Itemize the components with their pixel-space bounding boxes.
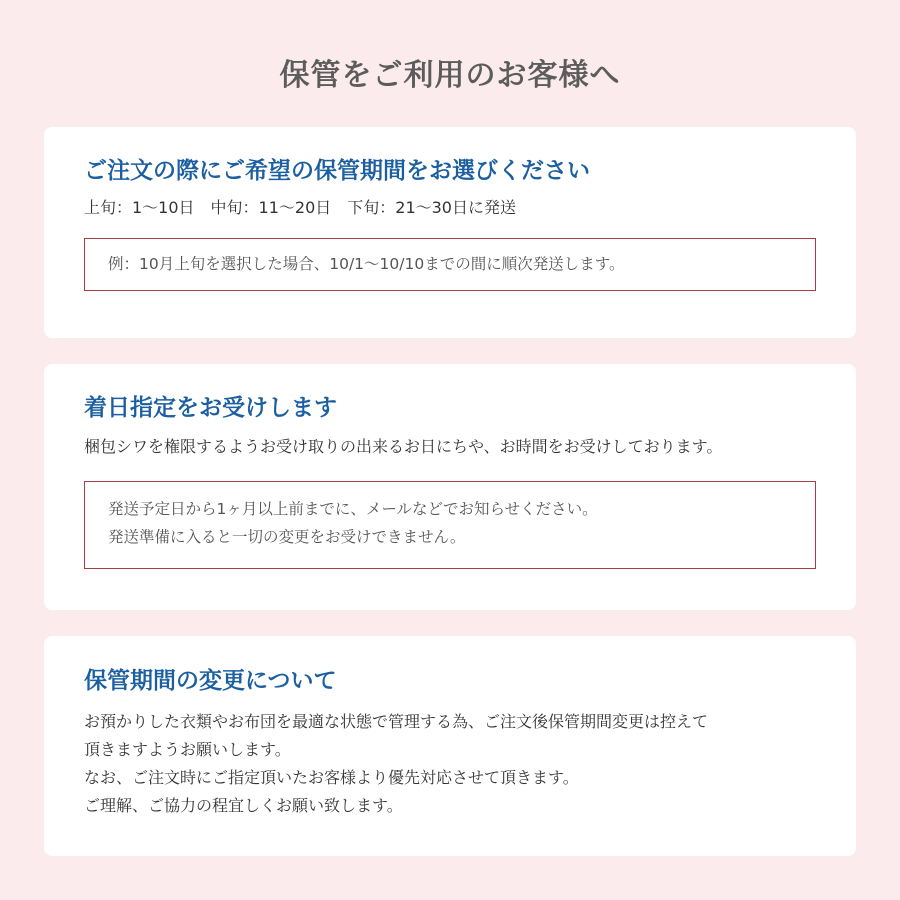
note-line: 例：10月上旬を選択した場合、10/1～10/10までの間に順次発送します。 [108, 255, 625, 273]
section-heading: 保管期間の変更について [84, 668, 337, 694]
page-title: 保管をご利用のお客様へ [279, 58, 621, 93]
note-line: 発送準備に入ると一切の変更をお受けできません。 [108, 528, 466, 546]
text-line: お預かりした衣類やお布団を最適な状態で管理する為、ご注文後保管期間変更は控えて [84, 712, 709, 731]
section-text [84, 194, 816, 222]
section-text [84, 708, 816, 820]
section-period-change [44, 636, 856, 856]
note-box [84, 481, 816, 569]
text-line: ご理解、ご協力の程宜しくお願い致します。 [84, 796, 403, 815]
text-line: 頂きますようお願いします。 [84, 740, 291, 759]
section-heading: 着日指定をお受けします [84, 395, 337, 421]
section-text [84, 433, 816, 461]
text-line: 梱包シワを権限するようお受け取りの出来るお日にちや、お時間をお受けしております。 [84, 437, 723, 456]
section-storage-period [44, 127, 856, 338]
text-line: なお、ご注文時にご指定頂いたお客様より優先対応させて頂きます。 [84, 768, 579, 787]
section-heading: ご注文の際にご希望の保管期間をお選びください [84, 158, 590, 184]
note-box [84, 238, 816, 291]
note-line: 発送予定日から1ヶ月以上前までに、メールなどでお知らせください。 [108, 500, 598, 518]
section-delivery-date [44, 364, 856, 610]
text-line: 上旬：1～10日 中旬：11～20日 下旬：21～30日に発送 [84, 198, 516, 217]
